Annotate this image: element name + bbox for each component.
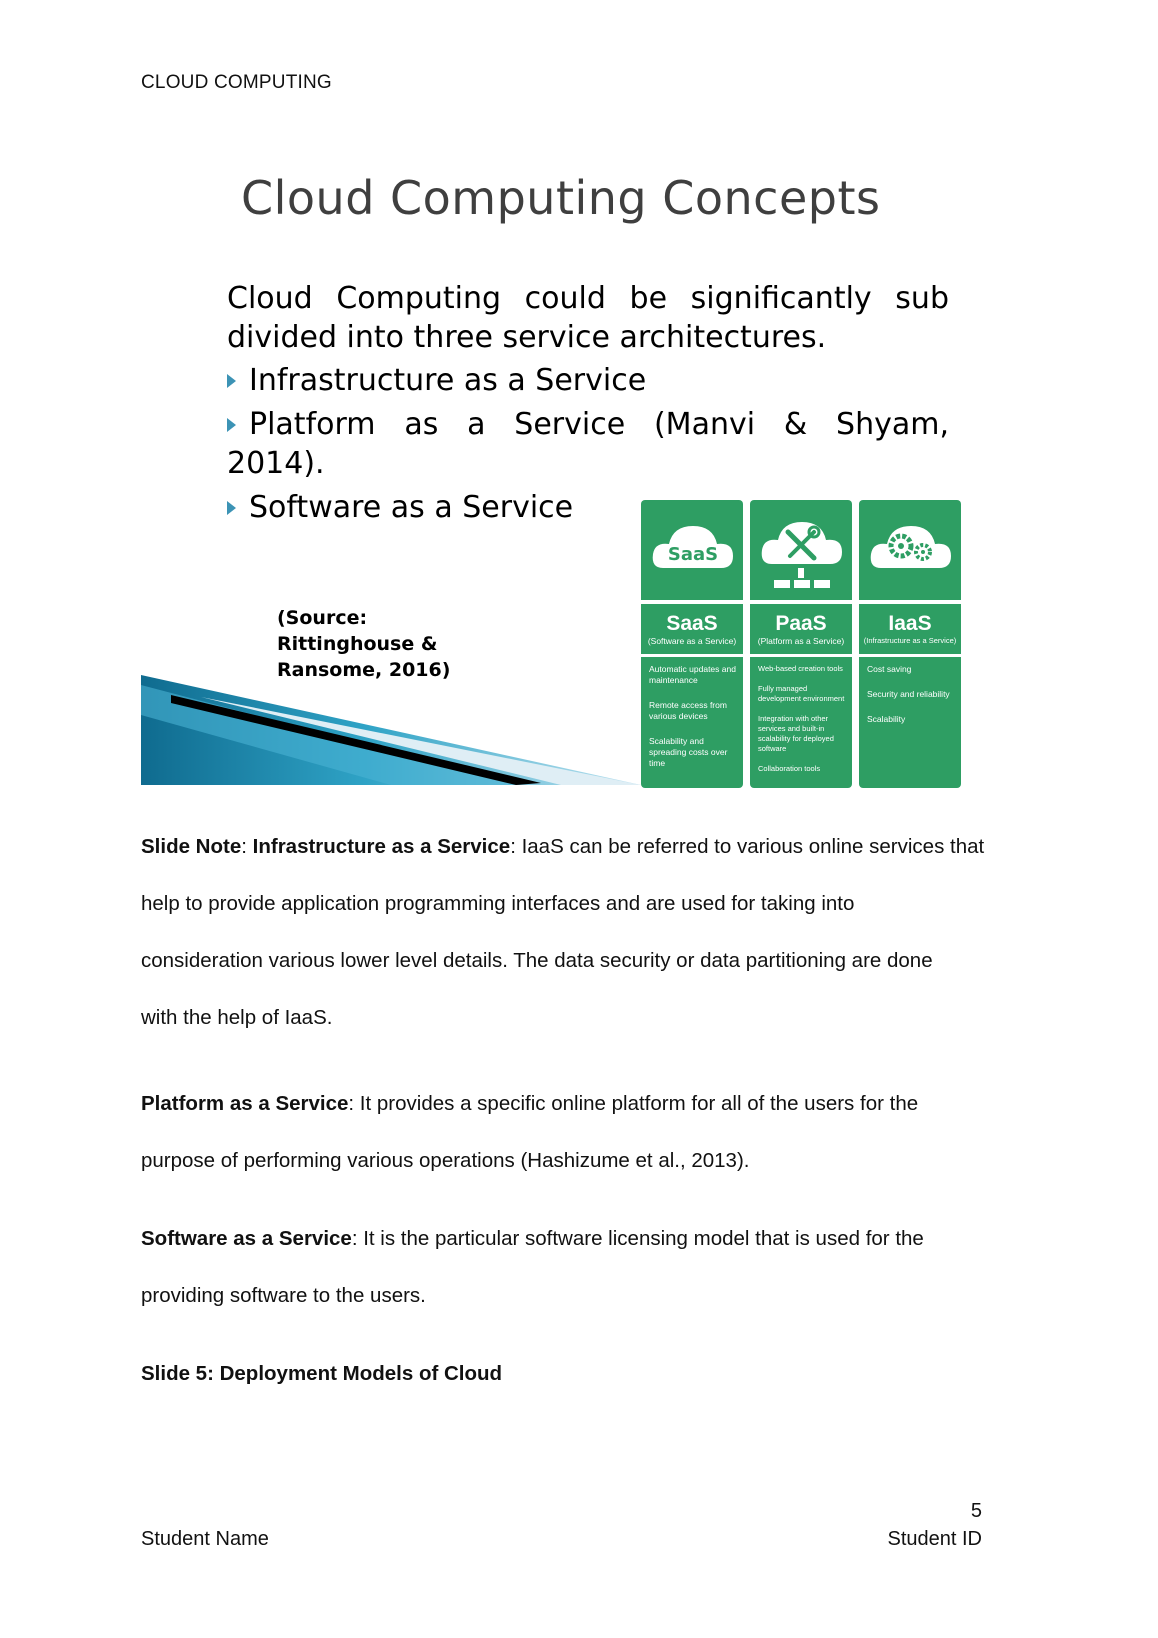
card-feature: Automatic updates and maintenance xyxy=(649,664,736,685)
card-name: IaaS xyxy=(888,612,932,635)
slide-intro-line-1: Cloud Computing could be significantly sub xyxy=(227,281,949,316)
card-feature: Remote access from various devices xyxy=(649,700,727,721)
source-line: Ransome, 2016) xyxy=(277,659,451,681)
slide-intro-line-2: divided into three service architectures. xyxy=(227,320,827,355)
slide-source xyxy=(277,605,450,683)
note-text: : IaaS can be referred to various online services that xyxy=(510,835,985,858)
bullet-arrow-icon xyxy=(227,418,236,432)
card-features xyxy=(867,664,957,739)
bullet-paas xyxy=(227,405,949,444)
next-slide-heading: Slide 5: Deployment Models of Cloud xyxy=(141,1362,503,1385)
card-feature: Collaboration tools xyxy=(758,764,821,773)
card-features xyxy=(649,664,739,783)
card-divider xyxy=(641,600,743,604)
note-iaas xyxy=(141,818,1011,1046)
note-term: Software as a Service xyxy=(141,1227,352,1250)
bullet-iaas xyxy=(227,361,949,400)
card-name: SaaS xyxy=(666,612,718,635)
gears-cloud-icon xyxy=(859,500,961,600)
card-feature: Security and reliability xyxy=(867,689,950,699)
slide-body xyxy=(227,279,949,532)
bullet-paas-text: Platform as a Service (Manvi & Shyam, xyxy=(249,407,949,442)
page-number: 5 xyxy=(970,1500,982,1522)
card-feature: Scalability xyxy=(867,714,906,724)
card-subtitle: (Software as a Service) xyxy=(647,636,737,646)
source-line: Rittinghouse & xyxy=(277,633,438,655)
bullet-arrow-icon xyxy=(227,374,236,388)
card-feature: Cost saving xyxy=(867,664,912,674)
note-saas xyxy=(141,1210,1011,1324)
footer-student-id: Student ID xyxy=(887,1528,982,1550)
card-features xyxy=(758,664,848,788)
saas-cloud-icon xyxy=(641,500,743,600)
paas-card xyxy=(750,500,852,788)
card-feature: Scalability and spreading costs over time xyxy=(649,736,728,768)
footer-student-name: Student Name xyxy=(141,1528,269,1550)
note-line xyxy=(141,1210,1011,1267)
note-line: consideration various lower level details. The data security or data partitioning are done xyxy=(141,949,933,972)
bullet-iaas-text: Infrastructure as a Service xyxy=(249,363,647,398)
card-divider xyxy=(859,654,961,657)
card-name: PaaS xyxy=(775,612,827,635)
note-text: : It is the particular software licensing model that is used for the xyxy=(351,1227,924,1250)
note-label: Slide Note xyxy=(141,835,242,858)
note-term: Infrastructure as a Service xyxy=(252,835,511,858)
note-separator: : xyxy=(241,835,253,858)
note-line xyxy=(141,818,1011,875)
note-term: Platform as a Service xyxy=(141,1092,349,1115)
note-line: with the help of IaaS. xyxy=(141,1006,333,1029)
card-divider xyxy=(859,600,961,604)
card-divider xyxy=(750,654,852,657)
source-line: (Source: xyxy=(277,607,368,629)
note-line: providing software to the users. xyxy=(141,1284,426,1307)
saas-card xyxy=(641,500,743,788)
bullet-paas-text-cont: 2014). xyxy=(227,446,325,481)
slide-title: Cloud Computing Concepts xyxy=(241,171,881,225)
saas-cloud-label: SaaS xyxy=(667,544,719,565)
bullet-saas-text: Software as a Service xyxy=(249,490,574,525)
slide-swoosh-decoration xyxy=(141,675,641,785)
running-header: CLOUD COMPUTING xyxy=(141,72,332,93)
card-subtitle: (Infrastructure as a Service) xyxy=(863,636,957,645)
card-subtitle: (Platform as a Service) xyxy=(757,636,845,646)
iaas-card xyxy=(859,500,961,788)
card-divider xyxy=(641,654,743,657)
note-text: : It provides a specific online platform for all of the users for the xyxy=(348,1092,919,1115)
card-feature: Web-based creation tools xyxy=(758,664,843,673)
slide-image xyxy=(141,145,981,785)
tools-cloud-icon xyxy=(750,500,852,600)
note-paas xyxy=(141,1075,1011,1189)
note-line: help to provide application programming interfaces and are used for taking into xyxy=(141,892,855,915)
card-divider xyxy=(750,600,852,604)
card-feature: Fully managed development environment xyxy=(758,684,845,703)
note-line xyxy=(141,1075,1011,1132)
bullet-arrow-icon xyxy=(227,501,236,515)
note-line: purpose of performing various operations (Hashizume et al., 2013). xyxy=(141,1149,750,1172)
card-feature: Integration with other services and built-in scalability for deployed software xyxy=(758,714,834,753)
